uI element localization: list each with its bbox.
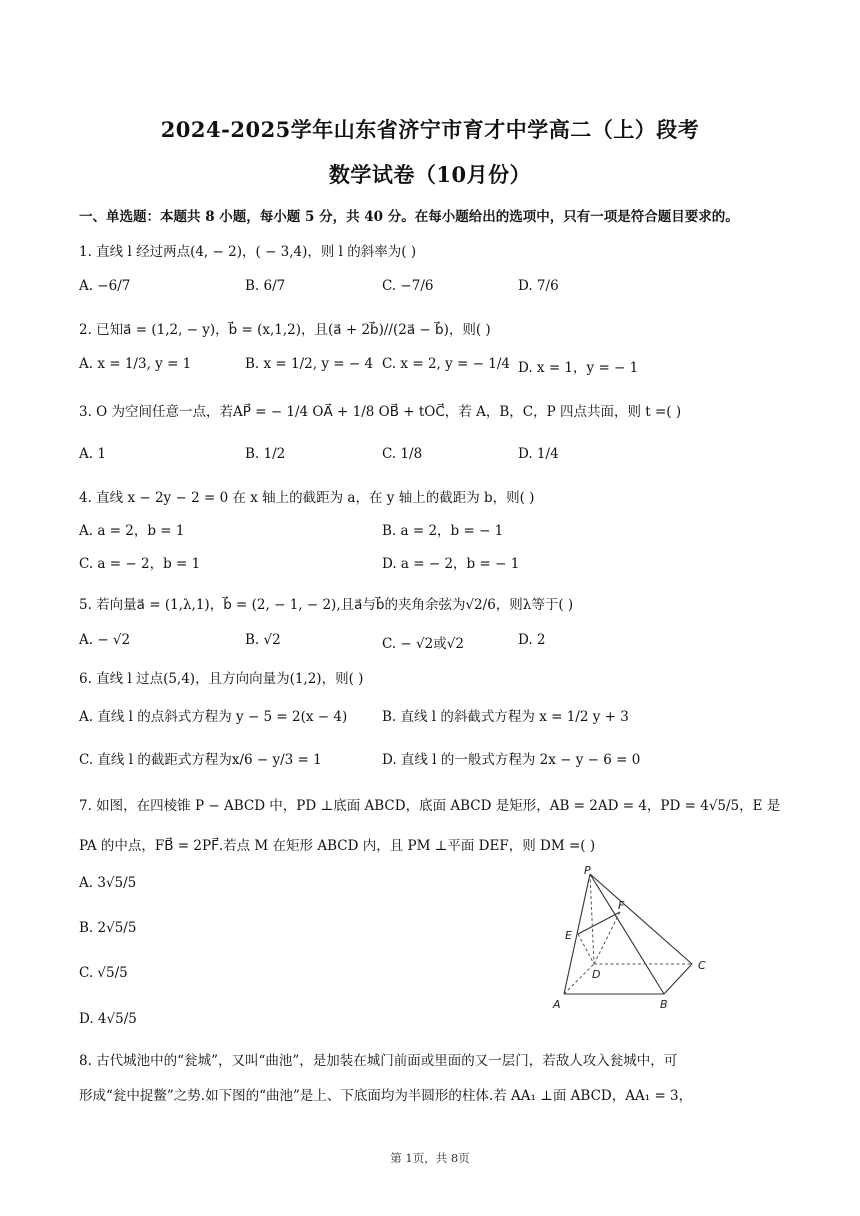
question-5-option-c: C. − √2或√2 [382,636,464,652]
exam-title-line2: 数学试卷（10月份） [328,162,532,187]
section-heading: 一、单选题：本题共 8 小题，每小题 5 分，共 40 分。在每小题给出的选项中，只有一项是符合题目要求的。 [79,209,739,225]
page-footer: 第 1页，共 8页 [390,1151,470,1165]
question-7-option-a: A. 3√5/5 [79,875,137,891]
question-1-stem: 1. 直线 l 经过两点(4, − 2)，( − 3,4)，则 l 的斜率为( ) [79,244,417,260]
segment-FD [594,912,620,964]
question-5-option-d: D. 2 [518,632,546,648]
label-P: P [584,864,591,877]
question-4-option-a: A. a = 2，b = 1 [79,523,185,539]
label-C: C [698,959,706,972]
label-E: E [565,929,572,942]
question-3-option-c: C. 1/8 [382,446,423,462]
label-F: F [618,899,625,912]
edge-PD [590,874,594,964]
question-7-option-c: C. √5/5 [79,965,128,981]
question-1-option-b: B. 6/7 [245,278,286,294]
question-7-option-d: D. 4√5/5 [79,1011,137,1027]
question-2-option-b: B. x = 1/2, y = − 4 [245,356,374,372]
label-A: A [553,998,561,1011]
question-5-option-a: A. − √2 [79,632,131,648]
question-6-option-c: C. 直线 l 的截距式方程为x/6 − y/3 = 1 [79,752,322,768]
label-D: D [592,968,601,981]
edge-PC [590,874,692,964]
question-3-option-d: D. 1/4 [518,446,559,462]
question-5-stem: 5. 若向量a⃗ = (1,λ,1)，b⃗ = (2, − 1, − 2),且a⃗与b⃗的夹角余弦为√2/6，则λ等于( ) [79,597,574,613]
question-7-option-b: B. 2√5/5 [79,920,137,936]
edge-BC [664,964,692,994]
question-2-stem: 2. 已知a⃗ = (1,2, − y)，b⃗ = (x,1,2)，且(a⃗ + 2b⃗)//(2a⃗ − b⃗)，则( ) [79,322,491,338]
question-4-option-b: B. a = 2，b = − 1 [382,523,504,539]
segment-ED [578,934,594,964]
exam-title-line1: 2024-2025学年山东省济宁市育才中学高二（上）段考 [160,117,700,142]
label-B: B [660,998,668,1011]
question-3-option-b: B. 1/2 [245,446,286,462]
question-5-option-b: B. √2 [245,632,281,648]
question-3-stem: 3. O 为空间任意一点，若AP⃗ = − 1/4 OA⃗ + 1/8 OB⃗ + tOC⃗，若 A，B，C，P 四点共面，则 t =( ) [79,404,682,420]
question-6-stem: 6. 直线 l 过点(5,4)，且方向向量为(1,2)，则( ) [79,671,364,687]
question-6-option-d: D. 直线 l 的一般式方程为 2x − y − 6 = 0 [382,752,641,768]
question-1-option-d: D. 7/6 [518,278,559,294]
question-4-stem: 4. 直线 x − 2y − 2 = 0 在 x 轴上的截距为 a，在 y 轴上的截距为 b，则( ) [79,490,535,506]
question-2-option-a: A. x = 1/3, y = 1 [79,356,192,372]
pyramid-figure [548,862,720,1014]
question-1-option-c: C. −7/6 [382,278,434,294]
segment-EF [578,912,620,934]
edge-PB [590,874,664,994]
question-8-stem-line2: 形成“瓮中捉鳖”之势.如下图的“曲池”是上、下底面均为半圆形的柱体.若 AA₁ ⊥面 ABCD，AA₁ = 3， [79,1088,693,1104]
question-1-option-a: A. −6/7 [79,278,131,294]
question-4-option-c: C. a = − 2，b = 1 [79,556,201,572]
question-6-option-a: A. 直线 l 的点斜式方程为 y − 5 = 2(x − 4) [79,709,348,725]
question-6-option-b: B. 直线 l 的斜截式方程为 x = 1/2 y + 3 [382,709,629,725]
question-2-option-c: C. x = 2, y = − 1/4 [382,356,510,372]
question-2-option-d: D. x = 1，y = − 1 [518,360,639,376]
question-3-option-a: A. 1 [79,446,106,462]
question-7-stem-line2: PA 的中点，FB⃗ = 2PF⃗.若点 M 在矩形 ABCD 内，且 PM ⊥平面 DEF，则 DM =( ) [79,838,596,854]
edge-AD [564,964,594,994]
question-4-option-d: D. a = − 2，b = − 1 [382,556,520,572]
question-7-stem-line1: 7. 如图，在四棱锥 P − ABCD 中，PD ⊥底面 ABCD，底面 ABCD 是矩形，AB = 2AD = 4，PD = 4√5/5，E 是 [79,798,781,814]
question-8-stem-line1: 8. 古代城池中的“瓮城”，又叫“曲池”，是加装在城门前面或里面的又一层门，若敌人攻入瓮城中，可 [79,1053,678,1069]
